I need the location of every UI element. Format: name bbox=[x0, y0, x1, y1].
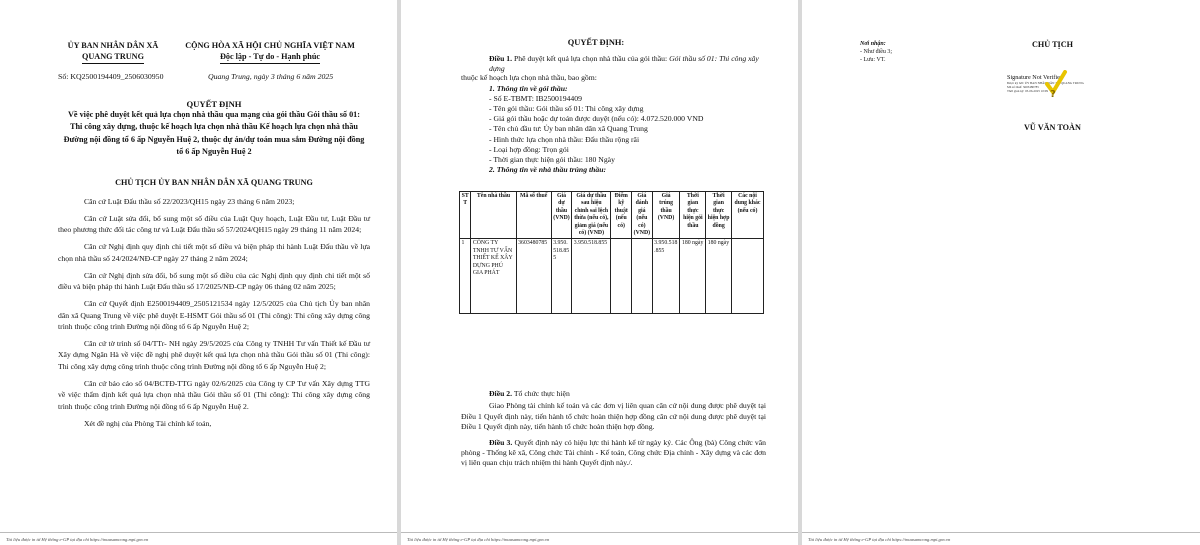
table-header: Thời gian thực hiện hợp đồng bbox=[706, 192, 732, 239]
cell-other bbox=[731, 239, 763, 314]
article-2-title: Tổ chức thực hiện bbox=[513, 389, 570, 398]
table-header-row bbox=[460, 192, 764, 239]
table-header: Các nội dung khác (nếu có) bbox=[731, 192, 763, 239]
table-row bbox=[460, 239, 764, 314]
package-info-item: - Tên gói thầu: Gói thầu số 01: Thi công xây dựng bbox=[489, 104, 644, 114]
section-package-info: 1. Thông tin về gói thầu: bbox=[489, 83, 568, 93]
cell-contract-time: 180 ngày bbox=[706, 239, 732, 314]
basis-paragraph: Căn cứ Nghị định quy định chi tiết một số điều và biện pháp thi hành Luật Đấu thầu về lựa chọn nhà thầu số 24/2024/NĐ-CP ngày 27 tháng 2 năm 2024; bbox=[58, 242, 370, 263]
cell-stt: 1 bbox=[460, 239, 471, 314]
table-header: STT bbox=[460, 192, 471, 239]
article-2-label: Điều 2. bbox=[489, 389, 513, 398]
cell-tax-code: 3603480785 bbox=[516, 239, 551, 314]
page-footer: Tài liệu được in từ Hệ thống e-GP tại địa chỉ https://muasamcong.mpi.gov.vn bbox=[808, 537, 951, 542]
cell-winning-price: 3.950.518.855 bbox=[652, 239, 680, 314]
document-number: Số: KQ2500194409_2506030950 bbox=[58, 72, 164, 81]
cell-bid-price: 3.950.518.855 bbox=[551, 239, 572, 314]
recipients bbox=[860, 40, 892, 65]
table-header: Giá đánh giá (nếu có) (VND) bbox=[632, 192, 653, 239]
article-2-text: Giao Phòng tài chính kế toán và các đơn vị liên quan căn cứ nội dung được phê duyệt tại Điều 1 Quyết định này, tiến hành tổ chức hoàn thiện hợp đồng căn cứ nội dung được phê duyệt tại Điều 1 Quyết định này, tiến hành tổ chức hoàn thiện hợp đồng. bbox=[461, 401, 766, 432]
signature-status: Signature Not Verified bbox=[1007, 74, 1063, 81]
cell-adjusted-price: 3.950.518.855 bbox=[572, 239, 611, 314]
digital-signature bbox=[1007, 74, 1127, 100]
page-footer: Tài liệu được in từ Hệ thống e-GP tại địa chỉ https://muasamcong.mpi.gov.vn bbox=[6, 537, 149, 542]
package-info-item: - Thời gian thực hiện gói thầu: 180 Ngày bbox=[489, 155, 615, 165]
articles-2-3 bbox=[461, 389, 766, 471]
cell-package-time: 180 ngày bbox=[680, 239, 706, 314]
article-1-label: Điều 1. bbox=[489, 54, 513, 63]
signature-check-icon bbox=[1043, 70, 1069, 100]
package-info-item: - Giá gói thầu hoặc dự toán được duyệt (nếu có): 4.072.520.000 VND bbox=[489, 114, 704, 124]
legal-bases bbox=[58, 196, 370, 435]
footer-divider bbox=[0, 532, 397, 533]
package-info-item: - Loại hợp đồng: Trọn gói bbox=[489, 144, 569, 154]
issuing-authority: ỦY BAN NHÂN DÂN XÃ QUANG TRUNG bbox=[58, 40, 168, 64]
article-1: Điều 1. Phê duyệt kết quả lựa chọn nhà thầu của gói thầu: Gói thầu số 01: Thi công xây dựng thuộc kế hoạch lựa chọn nhà thầu, bao gồm: 1. Thông tin về gói thầu: - Số E-TBMT: IB2500194409 - Tên gói thầu: Gói thầu số 01: Thi công xây dựng - Giá gói thầu hoặc dự toán được duyệt (nếu có): 4.072.520.000 VND - Tên chủ đầu tư: Ủy ban nhân dân xã Quang Trung - Hình thức lựa chọn nhà thầu: Đấu thầu rộng rãi - Loại hợp đồng: Trọn gói - Thời gian thực hiện gói thầu: 180 Ngày 2. Thông tin về nhà thầu trúng thầu: bbox=[461, 54, 761, 175]
decision-heading: QUYẾT ĐỊNH: bbox=[567, 38, 625, 47]
table-header: Giá trúng thầu (VND) bbox=[652, 192, 680, 239]
document-page-2 bbox=[401, 0, 798, 545]
basis-paragraph: Căn cứ Nghị định sửa đổi, bổ sung một số điều của các Nghị định quy định chi tiết một số điều và biện pháp thi hành Luật Đấu thầu số 17/2025/NĐ-CP ngày 06 tháng 02 năm 2025; bbox=[58, 270, 370, 292]
svg-text:?: ? bbox=[1050, 89, 1056, 100]
basis-paragraph: Căn cứ báo cáo số 04/BCTĐ-TTG ngày 02/6/2025 của Công ty CP Tư vấn Xây dựng TTG về việc thẩm định kết quả lựa chọn nhà thầu Gói thầu số 01 (Thi công): Thi công xây dựng công trình thuộc công trình Đường nội đồng tổ 6 ấp Nguyễn Huệ 2. bbox=[58, 378, 370, 411]
basis-paragraph: Căn cứ Luật sửa đổi, bổ sung một số điều của Luật Quy hoạch, Luật Đầu tư, Luật Đầu tư theo phương thức đối tác công tư và Luật Đấu thầu số 57/2024/QH15 ngày 29 tháng 11 năm 2024; bbox=[58, 214, 370, 235]
footer-divider bbox=[401, 532, 798, 533]
recipients-title: Nơi nhận: bbox=[860, 41, 886, 47]
table-header: Mã số thuế bbox=[516, 192, 551, 239]
cell-contractor-name: CÔNG TY TNHH TƯ VẤN THIẾT KẾ XÂY DỰNG PHÚ GIA PHÁT bbox=[471, 239, 516, 314]
table-header: Tên nhà thầu bbox=[471, 192, 516, 239]
signature-detail: Thời gian ký: 03-06-2025 10:09 bbox=[1007, 89, 1048, 93]
table-header: Giá dự thầu sau hiệu chỉnh sai lệch thừa (nếu có), giảm giá (nếu có) (VND) bbox=[572, 192, 611, 239]
authority-heading: CHỦ TỊCH ỦY BAN NHÂN DÂN XÃ QUANG TRUNG bbox=[115, 178, 313, 187]
basis-paragraph: Căn cứ Quyết định E2500194409_2505121534 ngày 12/5/2025 của Chủ tịch Ủy ban nhân dân xã Quang Trung về việc phê duyệt E-HSMT Gói thầu số 01 (Thi công): Thi công xây dựng công trình thuộc công trình Đường nội đồng tổ 6 ấp Nguyễn Huệ 2; bbox=[58, 299, 370, 332]
winner-table bbox=[459, 191, 764, 314]
recipient-item: - Như điều 3; bbox=[860, 49, 893, 56]
package-info-item: - Số E-TBMT: IB2500194409 bbox=[489, 93, 582, 103]
article-3-label: Điều 3. bbox=[489, 437, 513, 447]
package-info-item: - Tên chủ đầu tư: Ủy ban nhân dân xã Quang Trung bbox=[489, 124, 648, 134]
basis-paragraph: Căn cứ tờ trình số 04/TTr- NH ngày 29/5/2025 của Công ty TNHH Tư vấn Thiết kế Đầu tư Xây dựng Ngân Hà về việc đề nghị phê duyệt kết quả lựa chọn nhà thầu Gói thầu số 01 (Thi công): Thi công xây dựng công trình thuộc công trình Đường nội đồng tổ 6 ấp Nguyễn Huệ 2; bbox=[58, 339, 370, 371]
basis-paragraph: Xét đề nghị của Phòng Tài chính kế toán, bbox=[84, 418, 212, 428]
cell-tech-score bbox=[611, 239, 632, 314]
document-page-3 bbox=[802, 0, 1200, 545]
package-info-item: - Hình thức lựa chọn nhà thầu: Đấu thầu rộng rãi bbox=[489, 134, 640, 144]
signature-detail: Được ký bởi: ỦY BAN NHÂN DÂN XÃ QUANG TRUNG bbox=[1007, 81, 1084, 85]
decision-subject: Về việc phê duyệt kết quả lựa chọn nhà thầu qua mạng của gói thầu Gói thầu số 01: Thi công xây dựng, thuộc kế hoạch lựa chọn nhà thầu Kế hoạch lựa chọn nhà thầu Đường nội đồng tổ 6 ấp Nguyễn Huệ 2, thuộc dự án/dự toán mua sắm Đường nội đồng tổ 6 ấp Nguyễn Huệ 2 bbox=[63, 110, 365, 157]
basis-paragraph: Căn cứ Luật Đấu thầu số 22/2023/QH15 ngày 23 tháng 6 năm 2023; bbox=[84, 197, 295, 206]
decision-title: QUYẾT ĐỊNH bbox=[186, 99, 242, 109]
document-page-1 bbox=[0, 0, 397, 545]
page-footer: Tài liệu được in từ Hệ thống e-GP tại địa chỉ https://muasamcong.mpi.gov.vn bbox=[407, 537, 550, 542]
table-header: Giá dự thầu (VND) bbox=[551, 192, 572, 239]
section-winner-info: 2. Thông tin về nhà thầu trúng thầu: bbox=[489, 165, 607, 175]
national-heading: CỘNG HÒA XÃ HỘI CHỦ NGHĨA VIỆT NAM Độc lập - Tự do - Hạnh phúc bbox=[170, 40, 370, 64]
signer-name: VŨ VĂN TOÀN bbox=[1024, 123, 1081, 132]
place-date: Quang Trung, ngày 3 tháng 6 năm 2025 bbox=[208, 72, 334, 81]
table-header: Thời gian thực hiện gói thầu bbox=[680, 192, 706, 239]
recipient-item: - Lưu: VT. bbox=[860, 57, 886, 64]
table-header: Điểm kỹ thuật (nếu có) bbox=[611, 192, 632, 239]
signature-detail: Mã số thuế: 3603480785 bbox=[1007, 85, 1039, 89]
article-3-text: Quyết định này có hiệu lực thi hành kể từ ngày ký. Các Ông (bà) Công chức văn phòng - Thống kê xã, Công chức Tài chính - Kế toán, Công chức Địa chính - Xây dựng và các đơn vị liên quan chịu trách nhiệm thi hành Quyết định này./. bbox=[461, 437, 767, 468]
cell-eval-price bbox=[632, 239, 653, 314]
signer-title: CHỦ TỊCH bbox=[1032, 40, 1074, 49]
footer-divider bbox=[802, 532, 1200, 533]
